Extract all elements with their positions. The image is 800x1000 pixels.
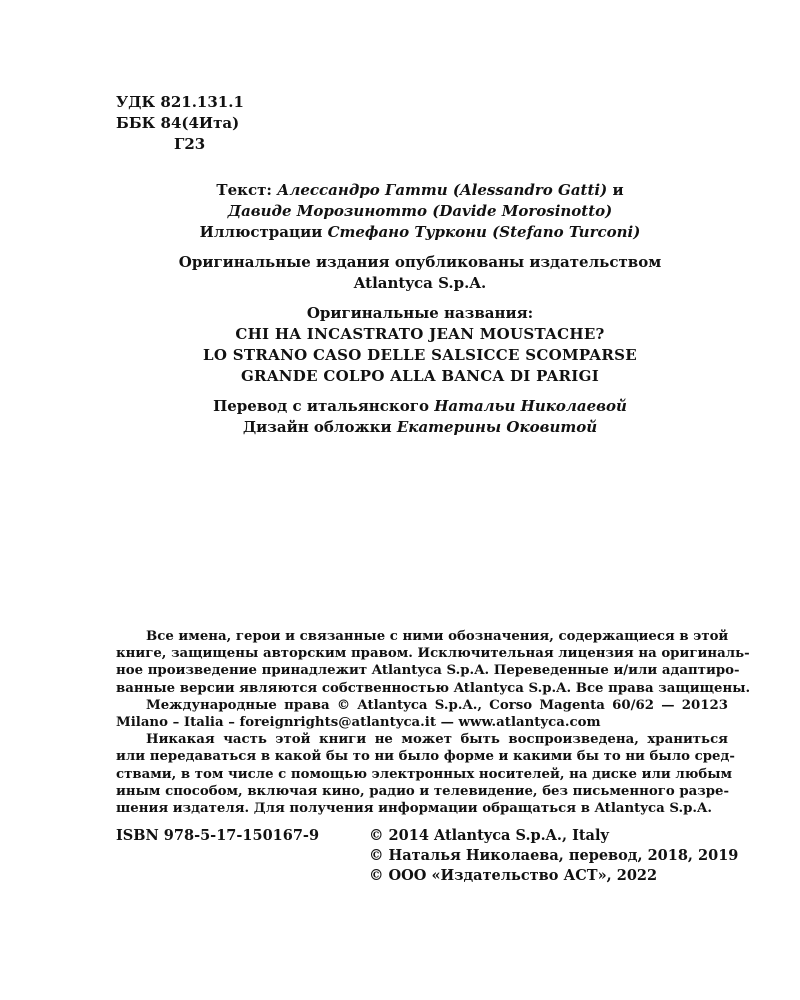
translation-label: Перевод с итальянского bbox=[213, 397, 429, 415]
original-titles-label: Оригинальные названия: bbox=[306, 304, 534, 322]
copyright-line: © Наталья Николаева, перевод, 2018, 2019 bbox=[369, 847, 739, 864]
text-label: Текст: bbox=[216, 181, 272, 199]
original-title: CHI HA INCASTRATO JEAN MOUSTACHE? bbox=[235, 325, 605, 343]
author-mark: Г23 bbox=[174, 135, 206, 153]
classification-block bbox=[116, 92, 244, 155]
rights-line: ванные версии являются собственностью Atlantyca S.p.A. Все права защищены. bbox=[116, 680, 751, 696]
original-title: LO STRANO CASO DELLE SALSICCE SCOMPARSE bbox=[203, 346, 637, 364]
conjunction: и bbox=[612, 181, 624, 199]
rights-line: Международные права © Atlantyca S.p.A., Corso Magenta 60/62 — 20123 bbox=[146, 697, 728, 713]
rights-line: или передаваться в какой бы то ни было форме и какими бы то ни было сред- bbox=[116, 749, 735, 765]
translation-line bbox=[120, 396, 720, 417]
original-publisher-line-1: Оригинальные издания опубликованы издательством bbox=[178, 253, 662, 271]
cover-designer: Екатерины Оковитой bbox=[396, 418, 598, 436]
credits-block bbox=[120, 180, 720, 447]
second-author-line bbox=[120, 201, 720, 222]
author-1: Алессандро Гатти (Alessandro Gatti) bbox=[277, 181, 608, 199]
udk-code: УДК 821.131.1 bbox=[116, 93, 244, 111]
authorship bbox=[120, 180, 720, 243]
illustrator: Стефано Туркони (Stefano Turconi) bbox=[327, 223, 641, 241]
illustrations-line bbox=[120, 222, 720, 243]
rights-line: ствами, в том числе с помощью электронных носителей, на диске или любым bbox=[116, 766, 733, 782]
original-title: GRANDE COLPO ALLA BANCA DI PARIGI bbox=[240, 367, 600, 385]
rights-line: шения издателя. Для получения информации обращаться в Atlantyca S.p.A. bbox=[116, 801, 712, 817]
cover-design-label: Дизайн обложки bbox=[242, 418, 392, 436]
bbk-code: ББК 84(4Ита) bbox=[116, 114, 240, 132]
rights-line: книге, защищены авторским правом. Исключительная лицензия на оригиналь- bbox=[116, 646, 750, 662]
copyright-line: © ООО «Издательство АСТ», 2022 bbox=[369, 867, 658, 884]
original-publisher-line-2: Atlantyca S.p.A. bbox=[353, 274, 487, 292]
cover-design-line bbox=[120, 417, 720, 438]
rights-line: Никакая часть этой книги не может быть воспроизведена, храниться bbox=[146, 732, 728, 748]
illustrations-label: Иллюстрации bbox=[199, 223, 323, 241]
original-publisher bbox=[120, 252, 720, 294]
translator: Натальи Николаевой bbox=[434, 397, 627, 415]
rights-line: иным способом, включая кино, радио и телевидение, без письменного разре- bbox=[116, 783, 730, 799]
rights-line: ное произведение принадлежит Atlantyca S.p.A. Переведенные и/или адаптиро- bbox=[116, 663, 740, 679]
translation-credits bbox=[120, 396, 720, 438]
rights-notice bbox=[116, 628, 751, 817]
original-titles bbox=[120, 303, 720, 387]
copyright-block bbox=[369, 826, 738, 886]
rights-line: Milano – Italia – foreignrights@atlantyca.it — www.atlantyca.com bbox=[116, 715, 601, 731]
author-2: Давиде Морозинотто (Davide Morosinotto) bbox=[227, 202, 613, 220]
text-author-line bbox=[120, 180, 720, 201]
rights-line: Все имена, герои и связанные с ними обозначения, содержащиеся в этой bbox=[146, 629, 729, 644]
copyright-line: © 2014 Atlantyca S.p.A., Italy bbox=[369, 827, 609, 844]
isbn: ISBN 978-5-17-150167-9 bbox=[116, 827, 320, 844]
